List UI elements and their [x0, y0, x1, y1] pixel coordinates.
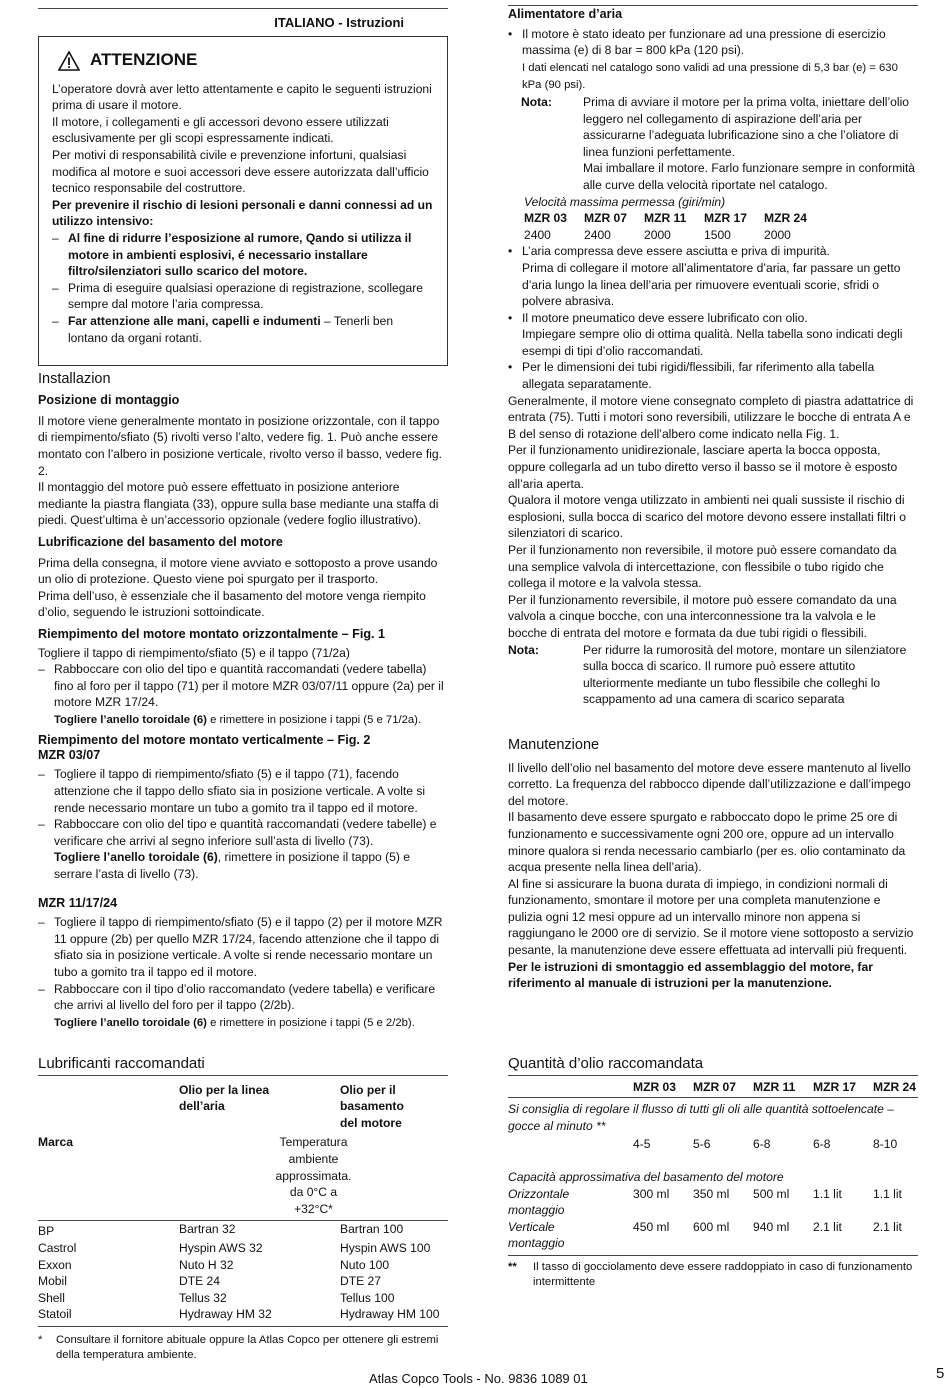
- lubricants-base-cell: Nuto 100: [340, 1257, 390, 1272]
- vertical-fill-subtitle: MZR 03/07: [38, 748, 101, 763]
- air-nota-1-label: Nota:: [521, 94, 552, 109]
- horizontal-fill-item-1-text: Rabboccare con olio del tipo e quantità raccomandati (vedere tabella) fino al foro per il tappo (71) per il motore MZR 03/07/11 oppure (2a) per il motore MZR 17/24.: [54, 662, 444, 710]
- oil-flow-cell: 6-8: [753, 1137, 771, 1152]
- air-p1: Generalmente, il motore viene consegnato completo di piastra adattatrice di entrata (75). Tutti i motori sono reversibili, utilizzare le bocche di entrata A e B del senso di rotazione dell’albero come indicato nella Fig. 1.: [508, 393, 914, 441]
- footer-doc-number: Atlas Copco Tools - No. 9836 1089 01: [369, 1371, 588, 1386]
- right-column: [508, 5, 918, 992]
- warning-p2: Il motore, i collegamenti e gli accessori devono essere utilizzati esclusivamente per gli scopi espressamente indicati.: [52, 114, 389, 146]
- speed-model-cell: MZR 17: [704, 211, 748, 226]
- air-bullet-2: • L’aria compressa deve essere asciutta e priva di impurità. Prima di collegare il motore all’alimentatore d’aria, far passare un getto d’aria lungo la linea dell’aria per rimuovere eventuali scorie, sfridi o polvere abrasiva.: [508, 244, 901, 309]
- lubricants-section: [38, 1056, 448, 1363]
- air-bullet-2b-text: Prima di collegare il motore all’alimentatore d’aria, far passare un getto d’aria lungo la linea dell’aria per rimuovere eventuali scorie, sfridi o polvere abrasiva.: [522, 260, 901, 309]
- lubricants-col-base: Olio per il basamento del motore: [340, 1082, 404, 1130]
- oil-models-rule: [508, 1097, 918, 1098]
- oil-model-cell: MZR 07: [693, 1079, 737, 1094]
- header-rule: [38, 8, 448, 9]
- lubricants-base-cell: Tellus 100: [340, 1290, 395, 1305]
- oil-note-text: Il tasso di gocciolamento deve essere raddoppiato in caso di funzionamento intermittente: [533, 1260, 913, 1288]
- lubricants-header-row: [38, 1082, 448, 1132]
- warning-item-2-text: Prima di eseguire qualsiasi operazione di registrazione, scollegare sempre dal motore l’aria compressa.: [68, 280, 423, 312]
- warning-item-1: – Al fine di ridurre l’esposizione al rumore, Qando si utilizza il motore in ambienti esplosivi, é necessario installare filtro/silenziatori sullo scarico del motore.: [52, 230, 435, 280]
- lubrication-p2: Prima dell’uso, è essenziale che il basamento del motore venga riempito d’olio, seguendo le istruzioni sottoindicate.: [38, 588, 426, 620]
- air-bullet-3b-text: Impiegare sempre olio di ottima qualità. Nella tabella sono indicati degli esempi di tipi d’olio raccomandati.: [522, 327, 903, 358]
- oil-flow-spacer: [508, 1136, 633, 1153]
- warning-item-2: – Prima di eseguire qualsiasi operazione di registrazione, scollegare sempre dal motore l’aria compressa.: [52, 280, 435, 313]
- oil-quantity-section: [508, 1056, 928, 1290]
- lubricants-air-cell: DTE 24: [179, 1274, 220, 1289]
- warning-p1: L’operatore dovrà aver letto attentamente e capito le seguenti istruzioni prima di usare il motore.: [52, 81, 432, 113]
- horizontal-fill-item-1: – Rabboccare con olio del tipo e quantità raccomandati (vedere tabella) fino al foro per il tappo (71) per il motore MZR 03/07/11 oppure (2a) per il motore MZR 17/24. Togliere l’anello toroidale (6) e rimettere in posizione i tappi (5 e 71/2a).: [38, 662, 444, 726]
- air-bullet-2-text: L’aria compressa deve essere asciutta e priva di impurità.: [522, 244, 830, 259]
- vertical-fill-item-2: – Rabboccare con olio del tipo e quantità raccomandati (vedere tabelle) e verificare che arrivi al segno inferiore sull’asta di livello (73). Togliere l’anello toroidale (6), rimettere in posizione il tappo (5) e serrare l’asta di livello (73).: [38, 817, 437, 882]
- speed-title: Velocità massima permessa (giri/min): [524, 194, 726, 209]
- mzr-multi-item-2-bold: Togliere l’anello toroidale (6): [54, 1016, 207, 1029]
- air-bullet-4-text: Per le dimensioni dei tubi rigidi/flessibili, far riferimento alla tabella allegata separatamente.: [522, 360, 875, 392]
- lubrication-p1: Prima della consegna, il motore viene avviato e sottoposto a prove usando un olio di protezione. Questo viene poi spurgato per il trasporto.: [38, 555, 438, 587]
- air-nota-1-text: Prima di avviare il motore per la prima volta, iniettare dell’olio leggero nel collegamento di aspirazione dell’aria per assicurarne l’adeguata lubrificazione sino a che l’oliatore di linea funzioni perfettamente.: [583, 94, 909, 159]
- warning-p4: Per prevenire il rischio di lesioni personali e danni connessi ad un utilizzo intensivo:: [52, 197, 433, 229]
- lubricants-row: [38, 1240, 448, 1257]
- lubricants-title: Lubrificanti raccomandati: [38, 1055, 205, 1072]
- warning-triangle-icon: [58, 51, 80, 71]
- mzr-multi-item-2-text: Rabboccare con il tipo d’olio raccomandato (vedere tabella) e verificare che arrivi al livello del foro per il tappo (2/2b).: [54, 981, 436, 1013]
- lubricants-row: [38, 1221, 448, 1240]
- maintenance-p4: Per le istruzioni di smontaggio ed assemblaggio del motore, far riferimento al manuale di istruzioni per la manutenzione.: [508, 959, 873, 991]
- oil-vertical-cell: 600 ml: [693, 1219, 730, 1234]
- lubricants-brand-cell: BP: [38, 1224, 55, 1239]
- air-bullet-3-text: Il motore pneumatico deve essere lubrificato con olio.: [522, 310, 808, 325]
- lubricants-base-cell: Hydraway HM 100: [340, 1307, 440, 1322]
- page-number: 5: [936, 1365, 945, 1382]
- page-header-title: ITALIANO - Istruzioni: [274, 15, 404, 30]
- maintenance-p3: Al fine si assicurare la buona durata di impiego, in condizioni normali di funzionamento, smontare il motore per una completa manutenzione e pulizia ogni 12 mesi oppure ad un intervallo minore non appena si raggiungano le 2000 ore di servizio. Se il motore viene sottoposto a servizio pesante, la manutenzione deve essere effettuata ad intervalli più frequenti.: [508, 876, 914, 958]
- air-p5: Per il funzionamento reversibile, il motore può essere comandato da una valvola a cinque bocche, con una interconnessione tra la valvola e le bocche di entrata del motore e formata da due tubi rigidi o flessibili.: [508, 592, 897, 640]
- oil-note: [508, 1260, 928, 1290]
- position-title: Posizione di montaggio: [38, 393, 180, 408]
- lubricants-row: [38, 1273, 448, 1290]
- oil-vertical-cell: 940 ml: [753, 1219, 790, 1234]
- lubricants-row: [38, 1290, 448, 1307]
- air-bullet-1-text: Il motore è stato ideato per funzionare ad una pressione di esercizio massima (e) di 8 bar = 800 kPa (120 psi).: [522, 26, 886, 58]
- oil-vertical-cell: 2.1 lit: [813, 1219, 842, 1234]
- mzr-multi-item-1-text: Togliere il tappo di riempimento/sfiato (5) e il tappo (2) per il motore MZR 11 oppure (2b) per quello MZR 17/24, facendo attenzione che il tappo di sfiato sia in posizione verticale. A volte si rende necessario montare un tubo a gomito tra il tappo ed il motore.: [54, 915, 443, 979]
- lubricants-air-cell: Nuto H 32: [179, 1257, 234, 1272]
- air-bullet-1: • Il motore è stato ideato per funzionare ad una pressione di esercizio massima (e) di 8 bar = 800 kPa (120 psi). I dati elencati nel catalogo sono validi ad una pressione di 5,3 bar (e) = 630 kPa (90 psi).: [508, 26, 898, 92]
- lubricants-brand-cell: Statoil: [38, 1307, 72, 1322]
- oil-models-row: [508, 1079, 928, 1096]
- speed-value-cell: 1500: [704, 227, 731, 242]
- air-nota-2-text: Per ridurre la rumorosità del motore, montare un silenziatore sulla bocca di scarico. Il rumore può essere attutito ulteriormente mediante un tubo flessibile che colleghi lo scappamento ad una camera di scarico separata: [583, 642, 907, 707]
- oil-horizontal-label: Orizzontale montaggio: [508, 1186, 570, 1218]
- maintenance-p2: Il basamento deve essere spurgato e rabboccato dopo le prime 25 ore di funzionamento e successivamente ogni 200 ore, oppure ad un intervallo minore qualora si renda necessario cambiarlo (per es. olio contaminato da acqua presente nella linea dell’aria).: [508, 810, 906, 875]
- speed-model-cell: MZR 03: [524, 211, 568, 226]
- speed-value-cell: 2000: [644, 227, 671, 242]
- oil-vertical-cell: 450 ml: [633, 1219, 670, 1234]
- oil-flow-label: Si consiglia di regolare il flusso di tutti gli oli alle quantità sottoelencate – gocce al minuto **: [508, 1102, 894, 1133]
- oil-vertical-cell: 2.1 lit: [873, 1219, 902, 1234]
- warning-heading: [58, 51, 435, 71]
- oil-vertical-label: Verticale montaggio: [508, 1219, 565, 1251]
- vertical-fill-item-2-text: Rabboccare con olio del tipo e quantità raccomandati (vedere tabelle) e verificare che arrivi al segno inferiore sull’asta di livello (73).: [54, 817, 437, 848]
- air-title: Alimentatore d’aria: [508, 7, 623, 21]
- warning-title: ATTENZIONE: [90, 50, 198, 70]
- warning-item-1-text: Al fine di ridurre l’esposizione al rumore, Qando si utilizza il motore in ambienti esplosivi, é necessario installare filtro/silenziatori sullo scarico del motore.: [68, 230, 412, 279]
- lubricants-air-cell: Tellus 32: [179, 1290, 227, 1305]
- oil-flow-cell: 8-10: [873, 1137, 898, 1152]
- lubricants-row: [38, 1306, 448, 1323]
- horizontal-fill-p1: Togliere il tappo di riempimento/sfiato (5) e il tappo (71/2a): [38, 645, 350, 660]
- air-bullet-4: • Per le dimensioni dei tubi rigidi/flessibili, far riferimento alla tabella allegata separatamente.: [508, 359, 918, 392]
- air-nota-1: [508, 94, 918, 194]
- oil-flow-cell: 6-8: [813, 1137, 831, 1152]
- left-column: [38, 8, 448, 1031]
- lubricants-note: [38, 1333, 448, 1363]
- vertical-fill-title: Riempimento del motore montato verticalmente – Fig. 2: [38, 733, 371, 748]
- install-title: Installazion: [38, 370, 111, 387]
- speed-model-cell: MZR 11: [644, 211, 687, 226]
- warning-item-3-rest: – Tenerli ben lontano da organi rotanti.: [68, 313, 394, 345]
- oil-model-cell: MZR 03: [633, 1079, 677, 1094]
- oil-horizontal-cell: 1.1 lit: [873, 1186, 902, 1201]
- lubricants-air-cell: Bartran 32: [179, 1222, 236, 1237]
- lubricants-brand-cell: Mobil: [38, 1274, 67, 1289]
- lubricants-air-cell: Hydraway HM 32: [179, 1307, 272, 1322]
- vertical-fill-item-2-rest: , rimettere in posizione il tappo (5) e serrare l’asta di livello (73).: [54, 850, 410, 882]
- vertical-fill-item-2-bold: Togliere l’anello toroidale (6): [54, 850, 218, 865]
- air-bullet-3: • Il motore pneumatico deve essere lubrificato con olio. Impiegare sempre olio di ottima qualità. Nella tabella sono indicati degli esempi di tipi d’olio raccomandati.: [508, 310, 903, 358]
- mzr-multi-item-2-rest: e rimettere in posizione i tappi (5 e 2/2b).: [206, 1016, 415, 1029]
- vertical-fill-item-1-text: Togliere il tappo di riempimento/sfiato (5) e il tappo (71), facendo attenzione che il tappo dello sfiato sia in posizione verticale. A volte si rende necessario montare un tubo a gomito tra il tappo ed il motore.: [54, 767, 426, 815]
- lubricants-temp-row: [38, 1131, 448, 1217]
- lubricants-base-cell: DTE 27: [340, 1274, 381, 1289]
- maintenance-title: Manutenzione: [508, 736, 600, 753]
- vertical-fill-item-1: – Togliere il tappo di riempimento/sfiato (5) e il tappo (71), facendo attenzione che il tappo dello sfiato sia in posizione verticale. A volte si rende necessario montare un tubo a gomito tra il tappo ed il motore.: [38, 766, 448, 816]
- speed-models-row: [508, 210, 918, 227]
- air-p4: Per il funzionamento non reversibile, il motore può essere comandato da una semplice valvola di intercettazione, con flessibile o tubo rigido che collega il motore e la valvola stessa.: [508, 543, 897, 591]
- oil-flow-row: [508, 1136, 928, 1153]
- air-nota-2: [508, 642, 918, 708]
- speed-values-row: [508, 227, 918, 244]
- horizontal-fill-item-1-rest: e rimettere in posizione i tappi (5 e 71/2a).: [206, 713, 422, 726]
- oil-model-cell: MZR 24: [873, 1079, 917, 1094]
- oil-table-bottom-rule: [508, 1255, 918, 1256]
- lubricants-row: [38, 1257, 448, 1274]
- warning-item-3-bold: Far attenzione alle mani, capelli e indumenti: [68, 313, 321, 328]
- horizontal-fill-item-1-bold: Togliere l’anello toroidale (6): [54, 713, 207, 726]
- air-p3: Qualora il motore venga utilizzato in ambienti nei quali sussiste il rischio di esplosioni, sulla bocca di scarico del motore devono essere installati filtri o silenziatori di scarico.: [508, 493, 906, 541]
- position-p2: Il montaggio del motore può essere effettuato in posizione anteriore mediante la piastra flangiata (33), oppure sulla base mediante una staffa di piedi. Quest’ultima è un’accessorio opzionale (vedere foglio illustrativo).: [38, 480, 439, 528]
- oil-flow-cell: 5-6: [693, 1137, 711, 1152]
- oil-models-spacer: [508, 1079, 633, 1096]
- warning-box: [38, 36, 448, 366]
- oil-quantity-title: Quantità d’olio raccomandata: [508, 1055, 704, 1072]
- speed-model-cell: MZR 24: [764, 211, 808, 226]
- lubricants-note-mark: *: [38, 1333, 43, 1346]
- speed-value-cell: 2000: [764, 227, 791, 242]
- oil-horizontal-row: [508, 1186, 928, 1219]
- warning-p3: Per motivi di responsabilità civile e prevenzione infortuni, qualsiasi modifica al motore e suoi accessori deve essere autorizzata dall’ufficio tecnico responsabile del costruttore.: [52, 147, 429, 196]
- lubrication-title: Lubrificazione del basamento del motore: [38, 534, 283, 549]
- oil-model-cell: MZR 17: [813, 1079, 857, 1094]
- oil-horizontal-cell: 1.1 lit: [813, 1186, 842, 1201]
- oil-quantity-title-rule: [508, 1075, 918, 1076]
- horizontal-fill-title: Riempimento del motore montato orizzontalmente – Fig. 1: [38, 626, 386, 641]
- lubricants-brand-label: Marca: [38, 1135, 73, 1150]
- oil-vertical-row: [508, 1219, 928, 1252]
- oil-horizontal-cell: 500 ml: [753, 1186, 790, 1201]
- speed-value-cell: 2400: [524, 227, 551, 242]
- oil-model-cell: MZR 11: [753, 1079, 796, 1094]
- air-nota-2-label: Nota:: [508, 642, 539, 657]
- lubricants-title-rule: [38, 1075, 448, 1076]
- lubricants-air-cell: Hyspin AWS 32: [179, 1240, 263, 1255]
- oil-horizontal-cell: 300 ml: [633, 1186, 670, 1201]
- air-bullet-1b-text: I dati elencati nel catalogo sono validi ad una pressione di 5,3 bar (e) = 630 kPa (90 psi).: [522, 61, 898, 92]
- oil-horizontal-cell: 350 ml: [693, 1186, 730, 1201]
- lubricants-col-air: Olio per la linea dell’aria: [179, 1082, 270, 1114]
- air-p2: Per il funzionamento unidirezionale, lasciare aperta la bocca opposta, oppure collegarla ad un tubo diretto verso il basso se il motore è esposto all’aria aperta.: [508, 443, 898, 491]
- lubricants-bottom-rule: [38, 1326, 448, 1327]
- oil-note-mark: **: [508, 1260, 517, 1273]
- lubricants-base-cell: Hyspin AWS 100: [340, 1240, 431, 1255]
- air-nota-1b-text: Mai imballare il motore. Farlo funzionare sempre in conformità alle curve della velocità riportate nel catalogo.: [583, 161, 916, 192]
- oil-capacity-label: Capacità approssimativa del basamento del motore: [508, 1169, 784, 1184]
- lubricants-brand-cell: Exxon: [38, 1257, 72, 1272]
- mzr-multi-item-2: – Rabboccare con il tipo d’olio raccomandato (vedere tabella) e verificare che arrivi al livello del foro per il tappo (2/2b). Togliere l’anello toroidale (6) e rimettere in posizione i tappi (5 e 2/2b).: [38, 981, 436, 1029]
- lubricants-note-text: Consultare il fornitore abituale oppure la Atlas Copco per ottenere gli estremi della temperatura ambiente.: [56, 1333, 439, 1361]
- lubricants-base-cell: Bartran 100: [340, 1222, 404, 1237]
- oil-flow-cell: 4-5: [633, 1137, 651, 1152]
- speed-value-cell: 2400: [584, 227, 611, 242]
- maintenance-p1: Il livello dell’olio nel basamento del motore deve essere mantenuto al livello corretto. La frequenza del rabbocco dipende dall’utilizzazione e dall’impego del motore.: [508, 760, 911, 808]
- mzr-multi-subtitle: MZR 11/17/24: [38, 895, 118, 910]
- speed-model-cell: MZR 07: [584, 211, 628, 226]
- lubricants-brand-cell: Shell: [38, 1290, 65, 1305]
- lubricants-table: [38, 1082, 448, 1327]
- lubricants-temp: Temperatura ambiente approssimata. da 0°C a +32°C*: [275, 1135, 352, 1216]
- lubricants-brand-cell: Castrol: [38, 1240, 77, 1255]
- warning-item-3: – Far attenzione alle mani, capelli e indumenti – Tenerli ben lontano da organi rotanti.: [52, 313, 394, 345]
- mzr-multi-item-1: – Togliere il tappo di riempimento/sfiato (5) e il tappo (2) per il motore MZR 11 oppure (2b) per quello MZR 17/24, facendo attenzione che il tappo di sfiato sia in posizione verticale. A volte si rende necessario montare un tubo a gomito tra il tappo ed il motore.: [38, 914, 448, 980]
- position-p1: Il motore viene generalmente montato in posizione orizzontale, con il tappo di riempimento/sfiato (5) rivolti verso l’alto, vedere fig. 1. Può anche essere montato con l’albero in posizione verticale, rivolto verso il basso, vedere fig. 2.: [38, 413, 443, 478]
